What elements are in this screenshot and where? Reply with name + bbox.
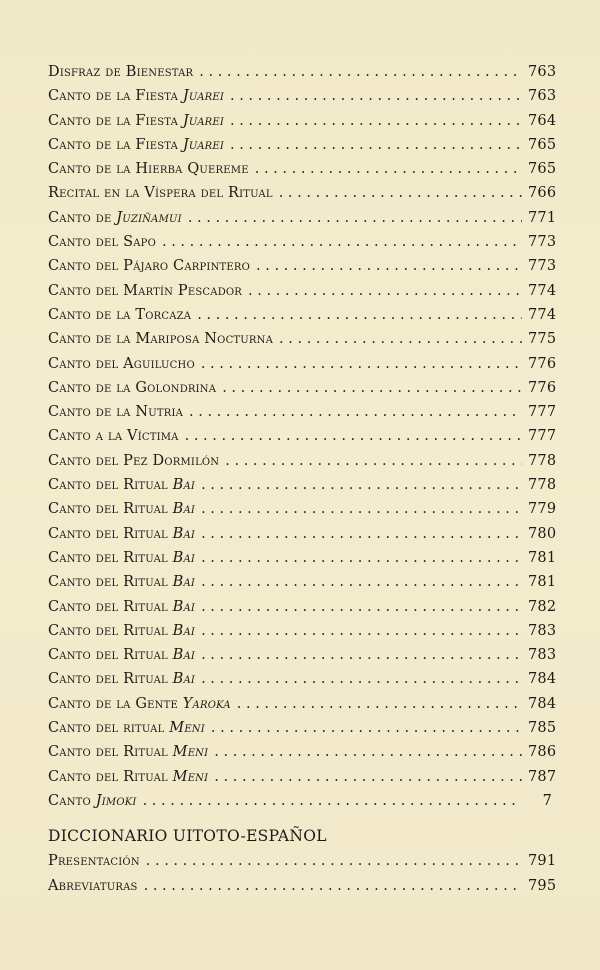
toc-entry-page-number: 791 — [528, 853, 557, 870]
toc-entry-title-text: Canto de la Hierba Quereme — [48, 161, 249, 178]
dot-leader — [201, 599, 522, 615]
toc-entry — [48, 209, 557, 234]
toc-entry-title — [48, 744, 208, 760]
toc-entry — [48, 768, 557, 793]
toc-entry-title-italic: Bai — [172, 671, 196, 688]
toc-entry-title-text: Canto de la Fiesta — [48, 88, 183, 105]
toc-entry-title-text: Canto del Ritual — [48, 598, 173, 615]
dot-leader — [162, 234, 522, 250]
toc-entry-title — [48, 137, 224, 153]
toc-entry-page-number: 795 — [528, 877, 557, 894]
section-heading: DICCIONARIO UITOTO-ESPAÑOL — [48, 827, 327, 846]
toc-entry-page-number: 776 — [528, 379, 557, 396]
toc-entry-title-italic: Meni — [169, 720, 205, 737]
toc-entry-title-text: Canto de la Nutria — [48, 404, 184, 421]
toc-entry-page-number: 785 — [528, 720, 557, 737]
toc-entry — [48, 695, 557, 720]
dot-leader — [197, 307, 522, 323]
toc-entry — [48, 64, 557, 88]
dot-leader — [143, 793, 522, 809]
toc-entry — [48, 549, 557, 574]
toc-entry — [48, 379, 557, 404]
toc-entry-title-text: Canto del Ritual — [48, 549, 173, 566]
toc-list — [48, 64, 557, 817]
toc-entry-page-number: 763 — [528, 88, 557, 105]
dot-leader — [230, 113, 522, 129]
toc-entry — [48, 355, 557, 380]
dot-leader — [222, 380, 522, 396]
toc-entry-title-italic: Juarei — [182, 88, 224, 105]
toc-entry-page-number: 783 — [528, 647, 557, 664]
dot-leader — [201, 477, 522, 493]
dot-leader — [279, 331, 522, 347]
toc-entry-title-italic: Jimoki — [95, 792, 137, 809]
toc-entry-title — [48, 161, 249, 177]
toc-entry-title-text: Canto del Ritual — [48, 622, 173, 639]
toc-entry — [48, 452, 557, 477]
toc-entry-title — [48, 769, 208, 785]
toc-entry-title-italic: Juziñamui — [116, 209, 182, 226]
toc-entry-title — [48, 501, 195, 517]
toc-entry-title-text: Canto de la Fiesta — [48, 136, 183, 153]
toc-entry-title-text: Canto del Ritual — [48, 768, 173, 785]
toc-entry-page-number: 765 — [528, 161, 557, 178]
toc-entry-title-italic: Bai — [172, 549, 196, 566]
dot-leader — [185, 428, 522, 444]
toc-entry-page-number: 781 — [528, 574, 557, 591]
toc-entry — [48, 282, 557, 307]
toc-entry — [48, 185, 557, 209]
dot-leader — [199, 64, 522, 80]
toc-entry-title-text: Canto del Ritual — [48, 647, 173, 664]
toc-entry-title — [48, 720, 205, 736]
toc-entry-title-text: Disfraz de Bienestar — [48, 64, 194, 80]
dot-leader — [201, 526, 522, 542]
toc-entry-page-number: 786 — [528, 744, 557, 761]
toc-entry-page-number: 777 — [528, 428, 557, 445]
toc-entry — [48, 136, 557, 161]
toc-entry — [48, 877, 557, 902]
toc-entry-title — [48, 793, 137, 809]
dot-leader — [255, 161, 522, 177]
dot-leader — [146, 853, 522, 869]
toc-entry-title — [48, 574, 195, 590]
toc-entry-title — [48, 550, 195, 566]
toc-section-list — [48, 853, 557, 902]
toc-entry-title-italic: Meni — [172, 744, 209, 761]
toc-entry-page-number: 766 — [528, 185, 557, 202]
dot-leader — [256, 258, 522, 274]
toc-entry-title-text: Canto de la Fiesta — [48, 112, 183, 129]
toc-entry-title-text: Canto del Pez Dormilón — [48, 452, 220, 469]
toc-entry — [48, 598, 557, 623]
toc-entry-page-number: 784 — [528, 671, 557, 688]
dot-leader — [144, 878, 522, 894]
dot-leader — [201, 550, 522, 566]
toc-entry-page-number: 783 — [528, 622, 557, 639]
dot-leader — [201, 574, 522, 590]
toc-entry-page-number: 777 — [528, 404, 557, 421]
toc-entry-title — [48, 64, 193, 80]
dot-leader — [214, 769, 522, 785]
toc-entry-page-number: 773 — [528, 234, 557, 251]
toc-entry-title — [48, 283, 242, 299]
dot-leader — [211, 720, 522, 736]
toc-entry-title-text: Presentación — [48, 853, 140, 870]
toc-entry — [48, 501, 557, 525]
toc-entry-title — [48, 671, 195, 687]
toc-entry-title — [48, 696, 231, 712]
toc-entry-page-number: 775 — [528, 331, 557, 348]
toc-entry-title-italic: Bai — [172, 501, 196, 518]
toc-entry-page-number: 781 — [528, 549, 557, 566]
toc-entry-title-text: Canto de la Gente — [48, 695, 183, 712]
toc-entry-title-italic: Bai — [172, 622, 196, 639]
toc-entry-title — [48, 878, 138, 894]
toc-entry-page-number: 776 — [528, 355, 557, 372]
toc-entry — [48, 853, 557, 877]
dot-leader — [230, 137, 522, 153]
toc-entry — [48, 404, 557, 428]
toc-entry — [48, 477, 557, 501]
toc-entry-title — [48, 647, 195, 663]
toc-entry-title-text: Canto de la Golondrina — [48, 379, 217, 396]
dot-leader — [279, 185, 522, 201]
toc-entry-title-italic: Bai — [172, 598, 196, 615]
toc-entry-title-text: Canto del Ritual — [48, 525, 173, 542]
toc-entry-title-text: Canto del Ritual — [48, 477, 173, 494]
toc-entry — [48, 331, 557, 355]
toc-entry-title-italic: Bai — [172, 477, 196, 494]
toc-entry-title-text: Canto de — [48, 209, 117, 226]
toc-entry-page-number: 784 — [528, 695, 557, 712]
dot-leader — [201, 356, 522, 372]
toc-entry — [48, 744, 557, 768]
toc-entry-title-italic: Juarei — [182, 112, 224, 129]
toc-entry-title — [48, 477, 195, 493]
toc-entry-title — [48, 356, 195, 372]
toc-entry-page-number: 764 — [528, 112, 557, 129]
toc-entry-title — [48, 404, 183, 420]
toc-entry-page-number: 763 — [528, 64, 557, 80]
toc-entry-title — [48, 258, 250, 274]
toc-entry-page-number: 780 — [528, 525, 557, 542]
toc-entry-title — [48, 307, 191, 323]
toc-entry-title-text: Canto del Sapo — [48, 234, 156, 251]
dot-leader — [201, 623, 522, 639]
dot-leader — [230, 88, 522, 104]
toc-entry-title-italic: Yaroka — [182, 695, 231, 712]
toc-entry-title-text: Canto de la Mariposa Nocturna — [48, 331, 274, 348]
toc-entry-page-number: 771 — [528, 209, 557, 226]
toc-entry-page-number: 7 — [542, 792, 552, 809]
toc-entry-title-text: Canto del Aguilucho — [48, 355, 195, 372]
toc-entry-title — [48, 331, 273, 347]
toc-entry — [48, 112, 557, 137]
toc-entry — [48, 428, 557, 452]
toc-entry-title-text: Canto del ritual — [48, 720, 170, 737]
toc-entry-page-number: 778 — [528, 452, 557, 469]
dot-leader — [189, 404, 522, 420]
toc-entry-title-text: Canto del Martín Pescador — [48, 282, 243, 299]
toc-entry-title-text: Canto del Ritual — [48, 574, 173, 591]
toc-entry-title-italic: Meni — [172, 768, 209, 785]
toc-entry-page-number: 782 — [528, 598, 557, 615]
dot-leader — [248, 283, 522, 299]
toc-entry — [48, 161, 557, 185]
toc-entry-title-text: Canto de la Torcaza — [48, 306, 192, 323]
toc-entry — [48, 647, 557, 671]
toc-entry-page-number: 787 — [528, 768, 557, 785]
toc-entry-title — [48, 453, 219, 469]
toc-entry-title-italic: Bai — [172, 525, 196, 542]
toc-entry-title-text: Canto del Ritual — [48, 501, 173, 518]
toc-entry — [48, 525, 557, 550]
toc-entry-title — [48, 380, 216, 396]
toc-entry-title — [48, 234, 156, 250]
dot-leader — [201, 647, 522, 663]
dot-leader — [201, 501, 522, 517]
toc-entry-title-italic: Bai — [172, 647, 196, 664]
toc-entry — [48, 793, 552, 817]
toc-entry-page-number: 765 — [528, 136, 557, 153]
toc-entry-title-text: Recital en la Víspera del Ritual — [48, 185, 273, 202]
dot-leader — [201, 671, 522, 687]
toc-entry-title — [48, 210, 182, 226]
toc-entry-title — [48, 853, 140, 869]
toc-entry — [48, 671, 557, 695]
toc-entry — [48, 306, 557, 331]
toc-entry-title — [48, 185, 273, 201]
toc-entry-page-number: 773 — [528, 258, 557, 275]
toc-entry — [48, 622, 557, 647]
toc-entry — [48, 88, 557, 112]
toc-entry — [48, 574, 557, 598]
toc-entry-title — [48, 599, 195, 615]
toc-entry-title-italic: Bai — [172, 574, 196, 591]
toc-entry-title-italic: Juarei — [182, 136, 224, 153]
toc-entry-title-text: Canto del Pájaro Carpintero — [48, 258, 251, 275]
toc-entry-title — [48, 623, 195, 639]
toc-entry-title-text: Abreviaturas — [48, 877, 138, 894]
toc-entry-page-number: 774 — [528, 282, 557, 299]
dot-leader — [214, 744, 522, 760]
toc-entry-page-number: 778 — [528, 477, 557, 494]
toc-entry-title-text: Canto a la Víctima — [48, 428, 179, 445]
dot-leader — [237, 696, 522, 712]
toc-entry — [48, 720, 557, 744]
toc-entry-page-number: 779 — [528, 501, 557, 518]
toc-entry — [48, 234, 557, 258]
toc-entry-title-text: Canto del Ritual — [48, 671, 173, 688]
toc-entry-page-number: 774 — [528, 306, 557, 323]
dot-leader — [188, 210, 522, 226]
toc-entry-title — [48, 428, 179, 444]
toc-entry — [48, 258, 557, 282]
toc-entry-title-text: Canto del Ritual — [48, 744, 173, 761]
toc-entry-title — [48, 526, 195, 542]
table-of-contents — [48, 64, 557, 902]
toc-entry-title — [48, 113, 224, 129]
toc-entry-title-text: Canto — [48, 792, 96, 809]
toc-entry-title — [48, 88, 224, 104]
dot-leader — [225, 453, 522, 469]
